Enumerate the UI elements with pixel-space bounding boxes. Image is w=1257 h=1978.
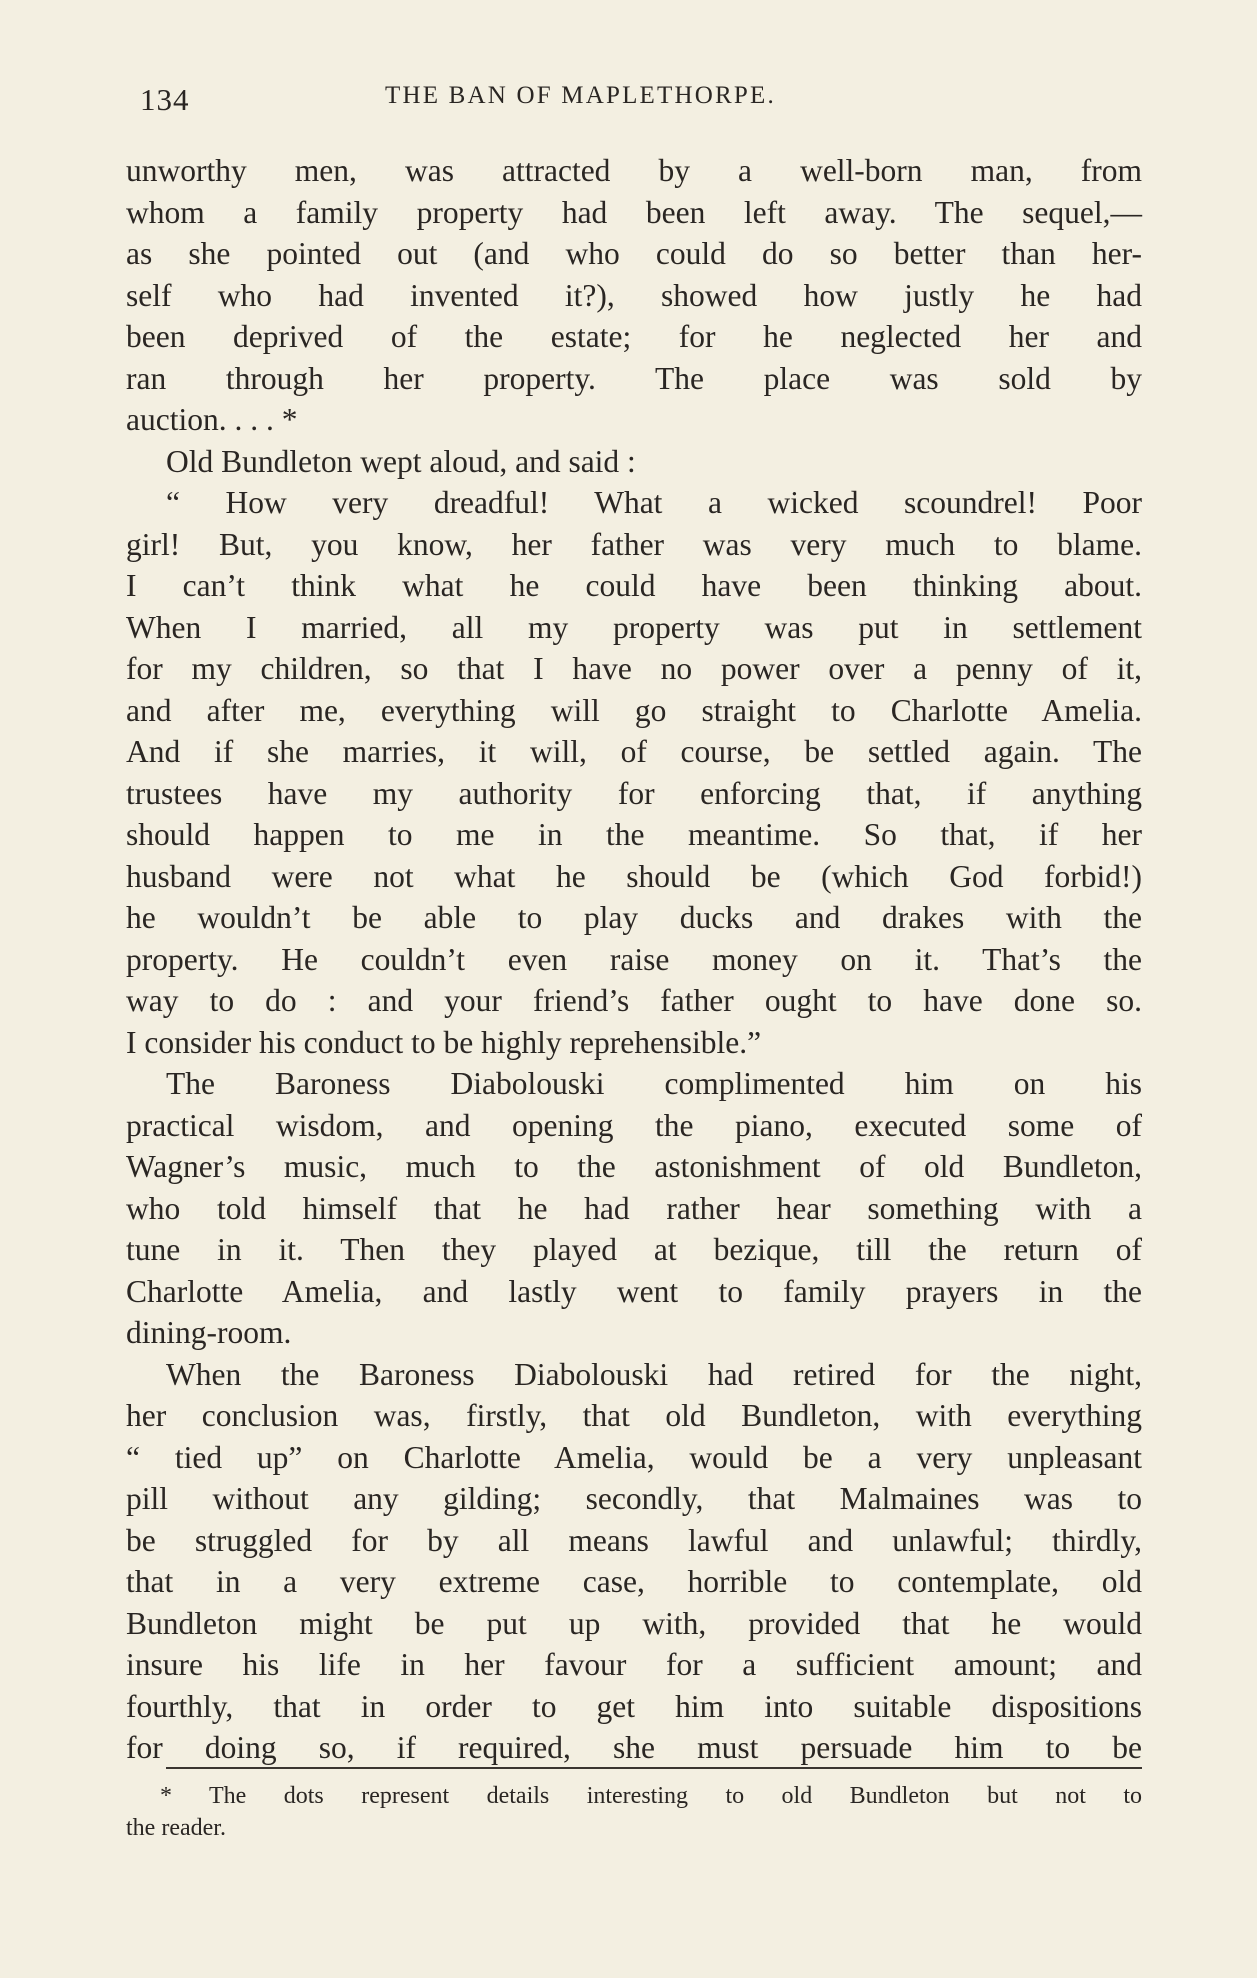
text-line: whom a family property had been left away. The sequel,— [126,194,1142,230]
text-line: “ tied up” on Charlotte Amelia, would be a very unpleasant [126,1439,1142,1475]
text-line: as she pointed out (and who could do so better than her- [126,236,1142,271]
text-line: I consider his conduct to be highly reprehensible.” [126,1024,762,1060]
text-line: Bundleton might be put up with, provided that he would [126,1605,1142,1641]
text-line: ran through her property. The place was sold by [126,360,1142,396]
running-head [0,78,1257,118]
text-line: pill without any gilding; secondly, that Malmaines was to [126,1481,1142,1516]
text-line: be struggled for by all means lawful and unlawful; thirdly, [126,1522,1142,1558]
paragraph-start-line: The Baroness Diabolouski complimented him on his [166,1066,1142,1101]
paragraph-start-line: “ How very dreadful! What a wicked scoundrel! Poor [166,485,1142,520]
footnote-line: the reader. [126,1815,226,1841]
text-line: husband were not what he should be (which God forbid!) [126,858,1142,894]
text-line: self who had invented it?), showed how justly he had [126,277,1142,313]
text-line: I can’t think what he could have been thinking about. [126,568,1142,603]
text-line: fourthly, that in order to get him into suitable dispositions [126,1688,1142,1724]
text-line: he wouldn’t be able to play ducks and drakes with the [126,900,1142,935]
text-line: Wagner’s music, much to the astonishment of old Bundleton, [126,1149,1142,1184]
text-line: who told himself that he had rather hear something with a [126,1190,1142,1226]
text-line: that in a very extreme case, horrible to contemplate, old [126,1564,1142,1599]
text-line: trustees have my authority for enforcing that, if anything [126,775,1142,811]
text-line: should happen to me in the meantime. So that, if her [126,817,1142,852]
text-line: dining-room. [126,1315,292,1350]
paragraph-start-line: When the Baroness Diabolouski had retired for the night, [166,1356,1142,1392]
text-line: When I married, all my property was put in settlement [126,609,1142,645]
text-line: Charlotte Amelia, and lastly went to family prayers in the [126,1273,1142,1309]
paragraph-start-line: Old Bundleton wept aloud, and said : [166,443,636,479]
text-line: practical wisdom, and opening the piano, executed some of [126,1107,1142,1143]
body-text [126,150,1142,1769]
text-line: her conclusion was, firstly, that old Bundleton, with everything [126,1398,1142,1433]
text-line: and after me, everything will go straight to Charlotte Amelia. [126,692,1142,728]
text-line: property. He couldn’t even raise money on it. That’s the [126,941,1142,977]
text-line: for my children, so that I have no power over a penny of it, [126,651,1142,686]
text-line: for doing so, if required, she must persuade him to be [126,1730,1142,1765]
text-line: tune in it. Then they played at bezique, till the return of [126,1232,1142,1267]
footnote-divider [166,1767,1142,1769]
text-line: been deprived of the estate; for he neglected her and [126,319,1142,354]
text-line: way to do : and your friend’s father ought to have done so. [126,983,1142,1018]
running-title: THE BAN OF MAPLETHORPE. [385,82,776,109]
text-line: auction. . . . * [126,402,298,437]
text-line: And if she marries, it will, of course, be settled again. The [126,734,1142,769]
text-line: girl! But, you know, her father was very much to blame. [126,526,1142,562]
footnote [126,1780,1142,1844]
footnote-line: * The dots represent details interesting to old Bundleton but not to [160,1783,1142,1809]
text-line: unworthy men, was attracted by a well-born man, from [126,153,1142,188]
text-line: insure his life in her favour for a sufficient amount; and [126,1647,1142,1682]
page-number: 134 [140,82,190,117]
